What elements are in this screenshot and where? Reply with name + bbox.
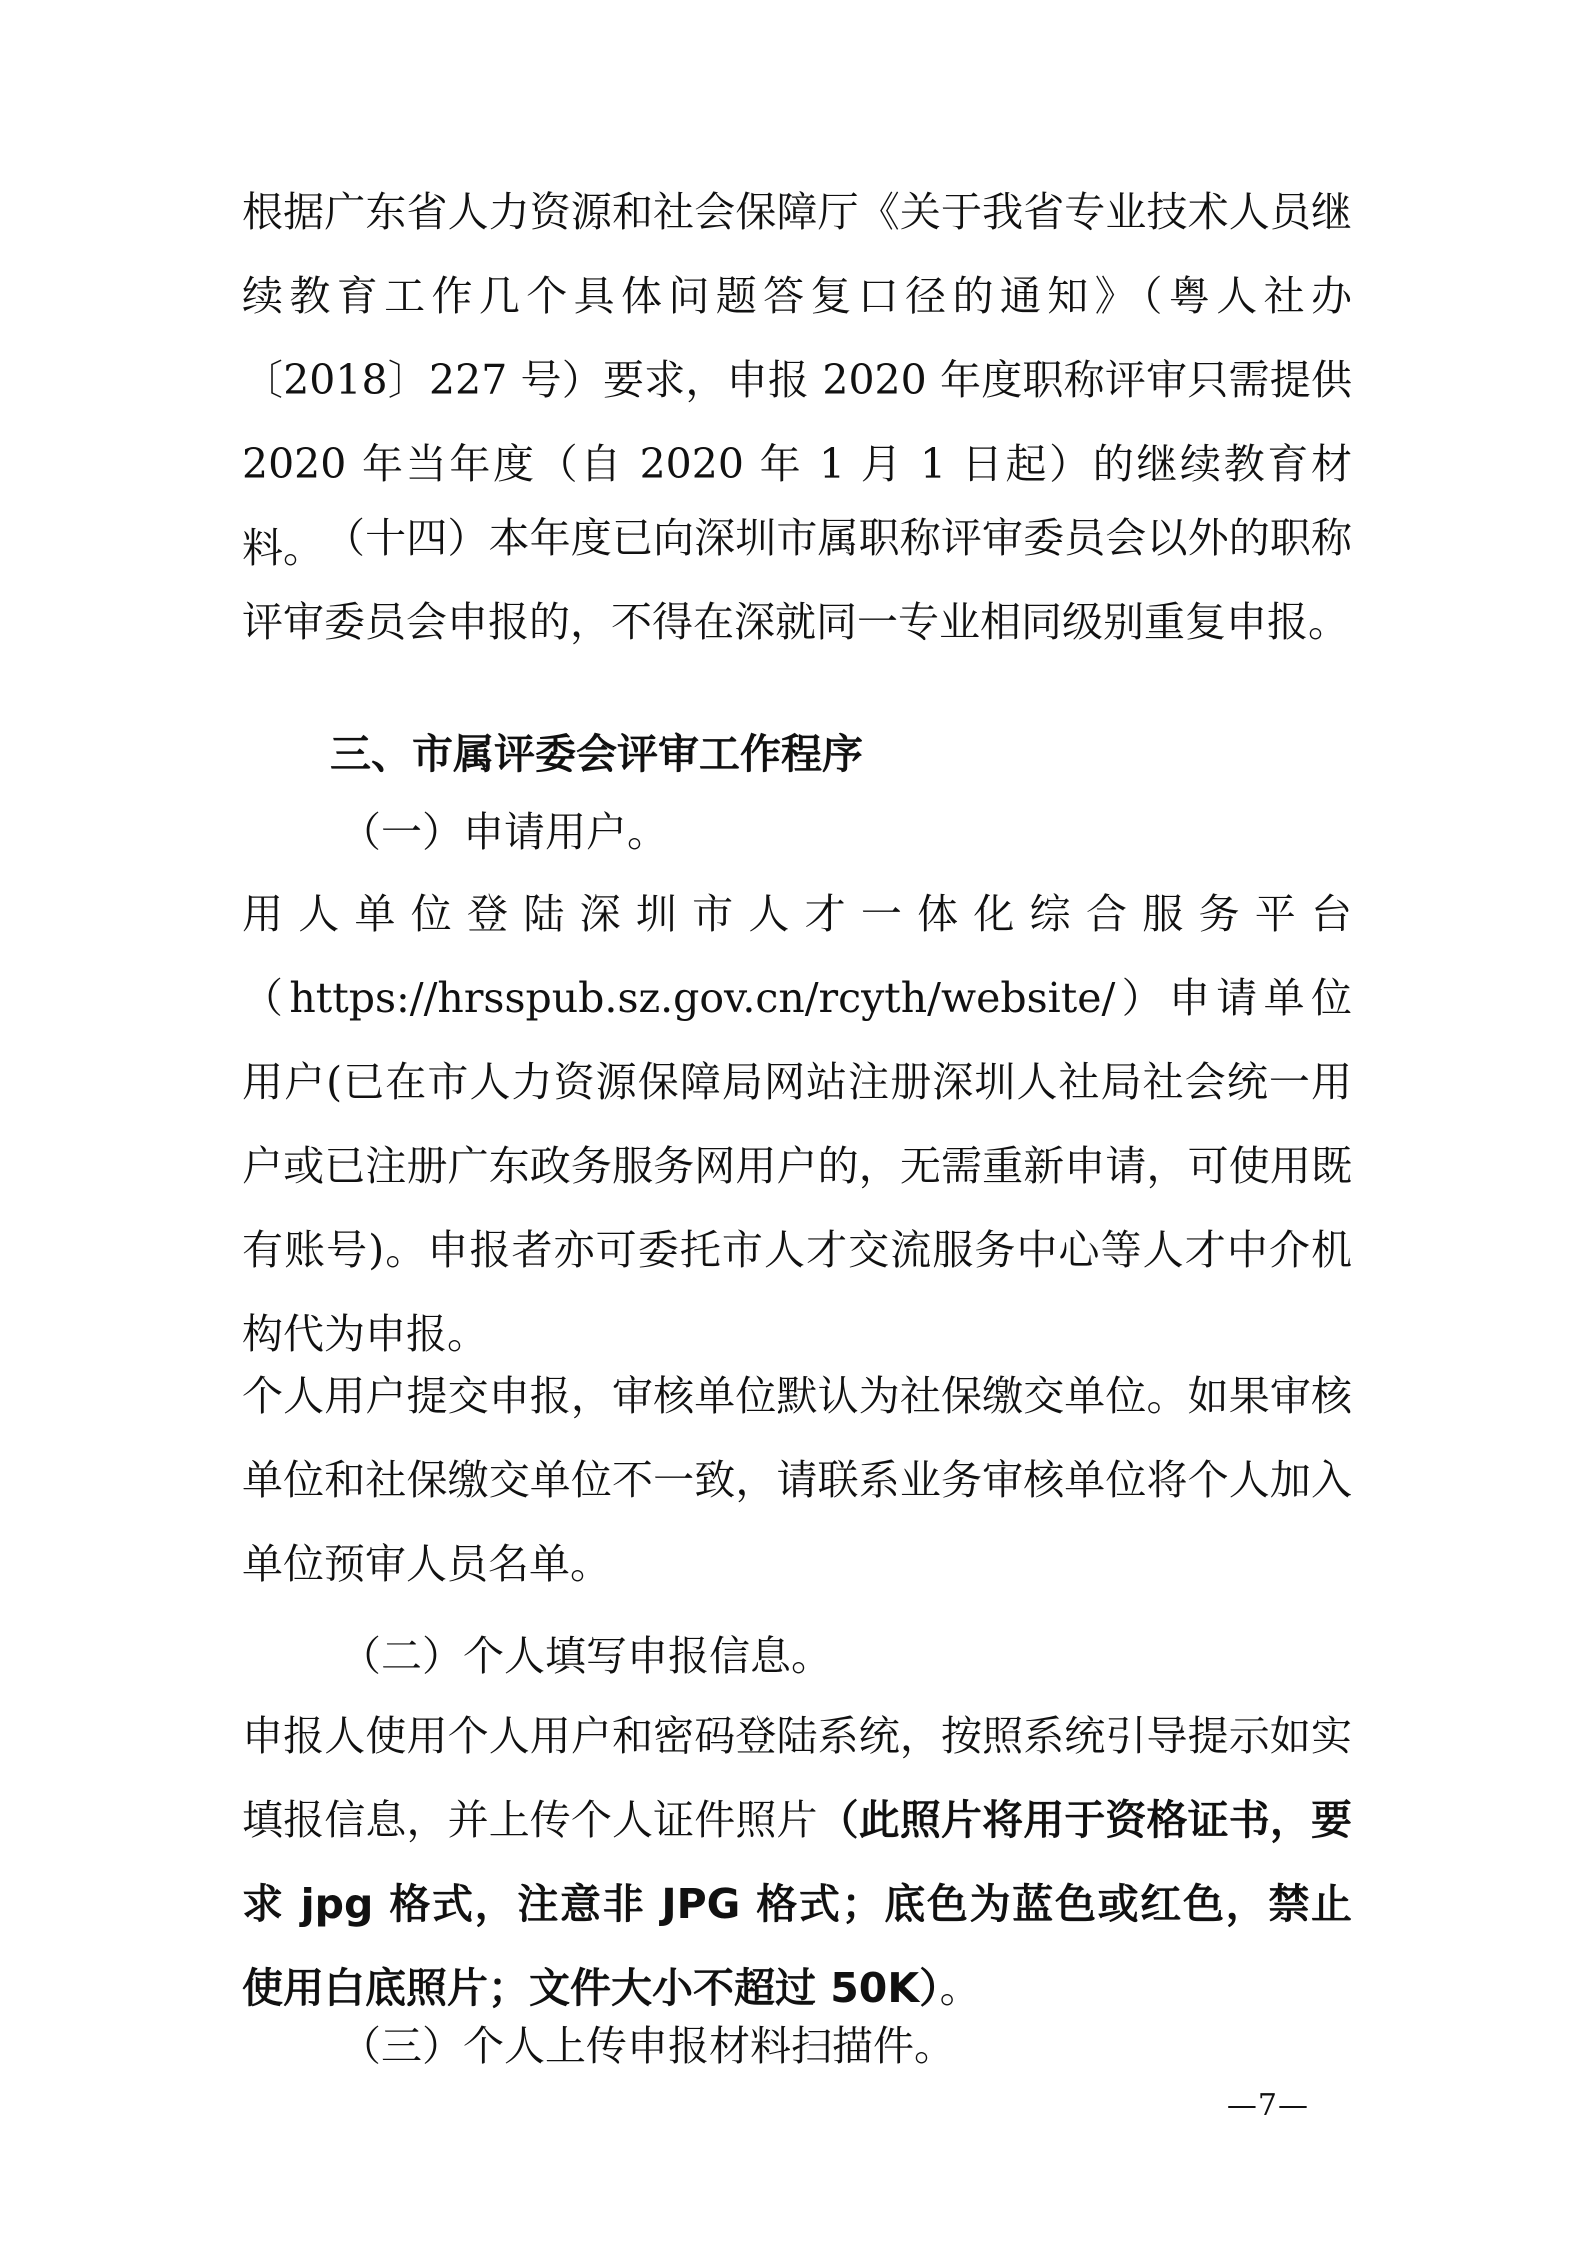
fill-info-end: 。 [939,1964,981,2012]
fill-info-text: 申报人使用个人用户和密码登陆系统，按照系统引导提示如实填报信息，并上传个人证件照片 [242,1712,1352,1844]
subheading-apply-account: （一）申请用户。 [340,808,668,856]
paragraph-item-14: （十四）本年度已向深圳市属职称评审委员会以外的职称评审委员会申报的，不得在深就同一专业相同级别重复申报。 [242,514,1352,646]
section-heading: 三、市属评委会评审工作程序 [330,730,863,778]
paragraph-continuing-education: 根据广东省人力资源和社会保障厅《关于我省专业技术人员继续教育工作几个具体问题答复口径的通知》（粤人社办〔2018〕227 号）要求，申报 2020 年度职称评审只需提供2020 年当年度（自 2020 年 1 月 1 日起）的继续教育材料。 [242,188,1352,572]
paragraph-fill-info [242,1694,1352,2030]
page-number: —7— [1226,2088,1309,2123]
photo-requirements: （此照片将用于资格证书，要求 jpg 格式，注意非 JPG 格式；底色为蓝色或红色，禁止使用白底照片；文件大小不超过 50K） [242,1796,1353,2012]
subheading-upload-materials: （三）个人上传申报材料扫描件。 [340,2022,955,2070]
paragraph-apply-account: 用人单位登陆深圳市人才一体化综合服务平台（https://hrsspub.sz.gov.cn/rcyth/website/）申请单位用户(已在市人力资源保障局网站注册深圳人社局社会统一用户或已注册广东政务服务网用户的，无需重新申请，可使用既有账号)。申报者亦可委托市人才交流服务中心等人才中介机构代为申报。 [242,890,1352,1358]
paragraph-review-unit: 个人用户提交申报，审核单位默认为社保缴交单位。如果审核单位和社保缴交单位不一致，请联系业务审核单位将个人加入单位预审人员名单。 [242,1372,1352,1588]
subheading-fill-info: （二）个人填写申报信息。 [340,1632,832,1680]
